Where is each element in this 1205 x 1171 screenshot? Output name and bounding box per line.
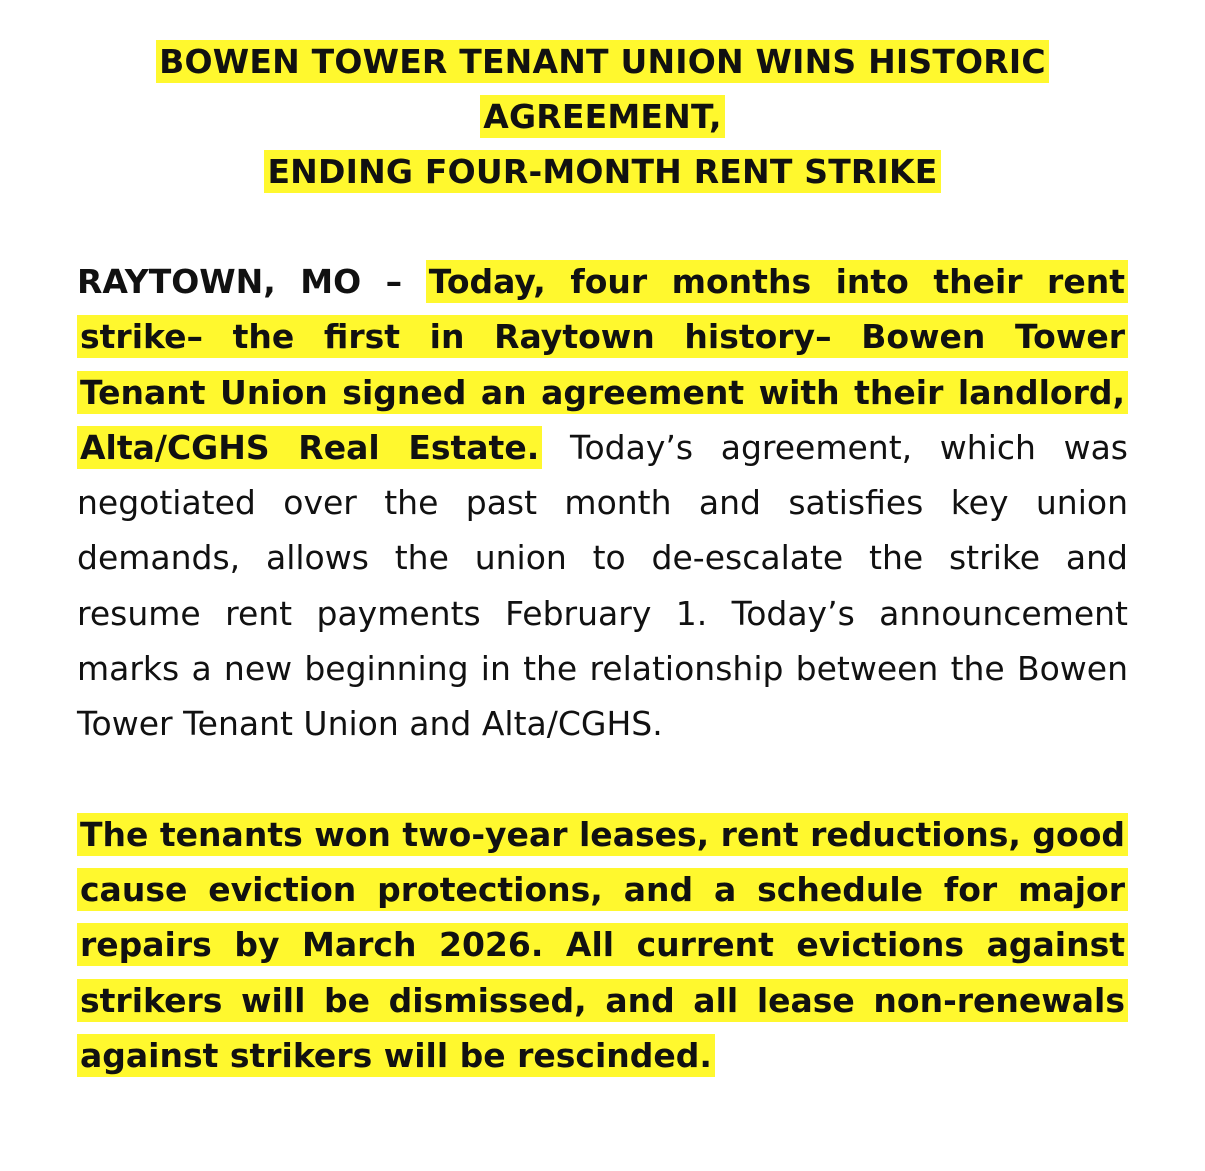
headline-line-2: ENDING FOUR-MONTH RENT STRIKE [264, 150, 940, 193]
dateline: RAYTOWN, MO – [77, 262, 403, 301]
paragraph-2 [77, 807, 1128, 1083]
paragraph-2-highlight: The tenants won two-year leases, rent reductions, good cause eviction protections, and a schedule for major repairs by March 2026. All current evictions against strikers will be dismissed, and all lease non-renewals against strikers will be rescinded. [77, 813, 1128, 1077]
paragraph-1 [77, 254, 1128, 752]
headline [77, 34, 1128, 199]
paragraph-1-body: Today’s agreement, which was negotiated over the past month and satisfies key union demands, allows the union to de-escalate the strike and resume rent payments February 1. Today’s announcement marks a new beginning in the relationship between the Bowen Tower Tenant Union and Alta/CGHS. [77, 427, 1128, 744]
paragraph-1-highlight: Today, four months into their rent strike– the first in Raytown history– Bowen Tower Tenant Union signed an agreement with their landlord, Alta/CGHS Real Estate. [77, 260, 1128, 469]
headline-line-1: BOWEN TOWER TENANT UNION WINS HISTORIC AGREEMENT, [156, 40, 1049, 138]
press-release [77, 34, 1128, 1083]
